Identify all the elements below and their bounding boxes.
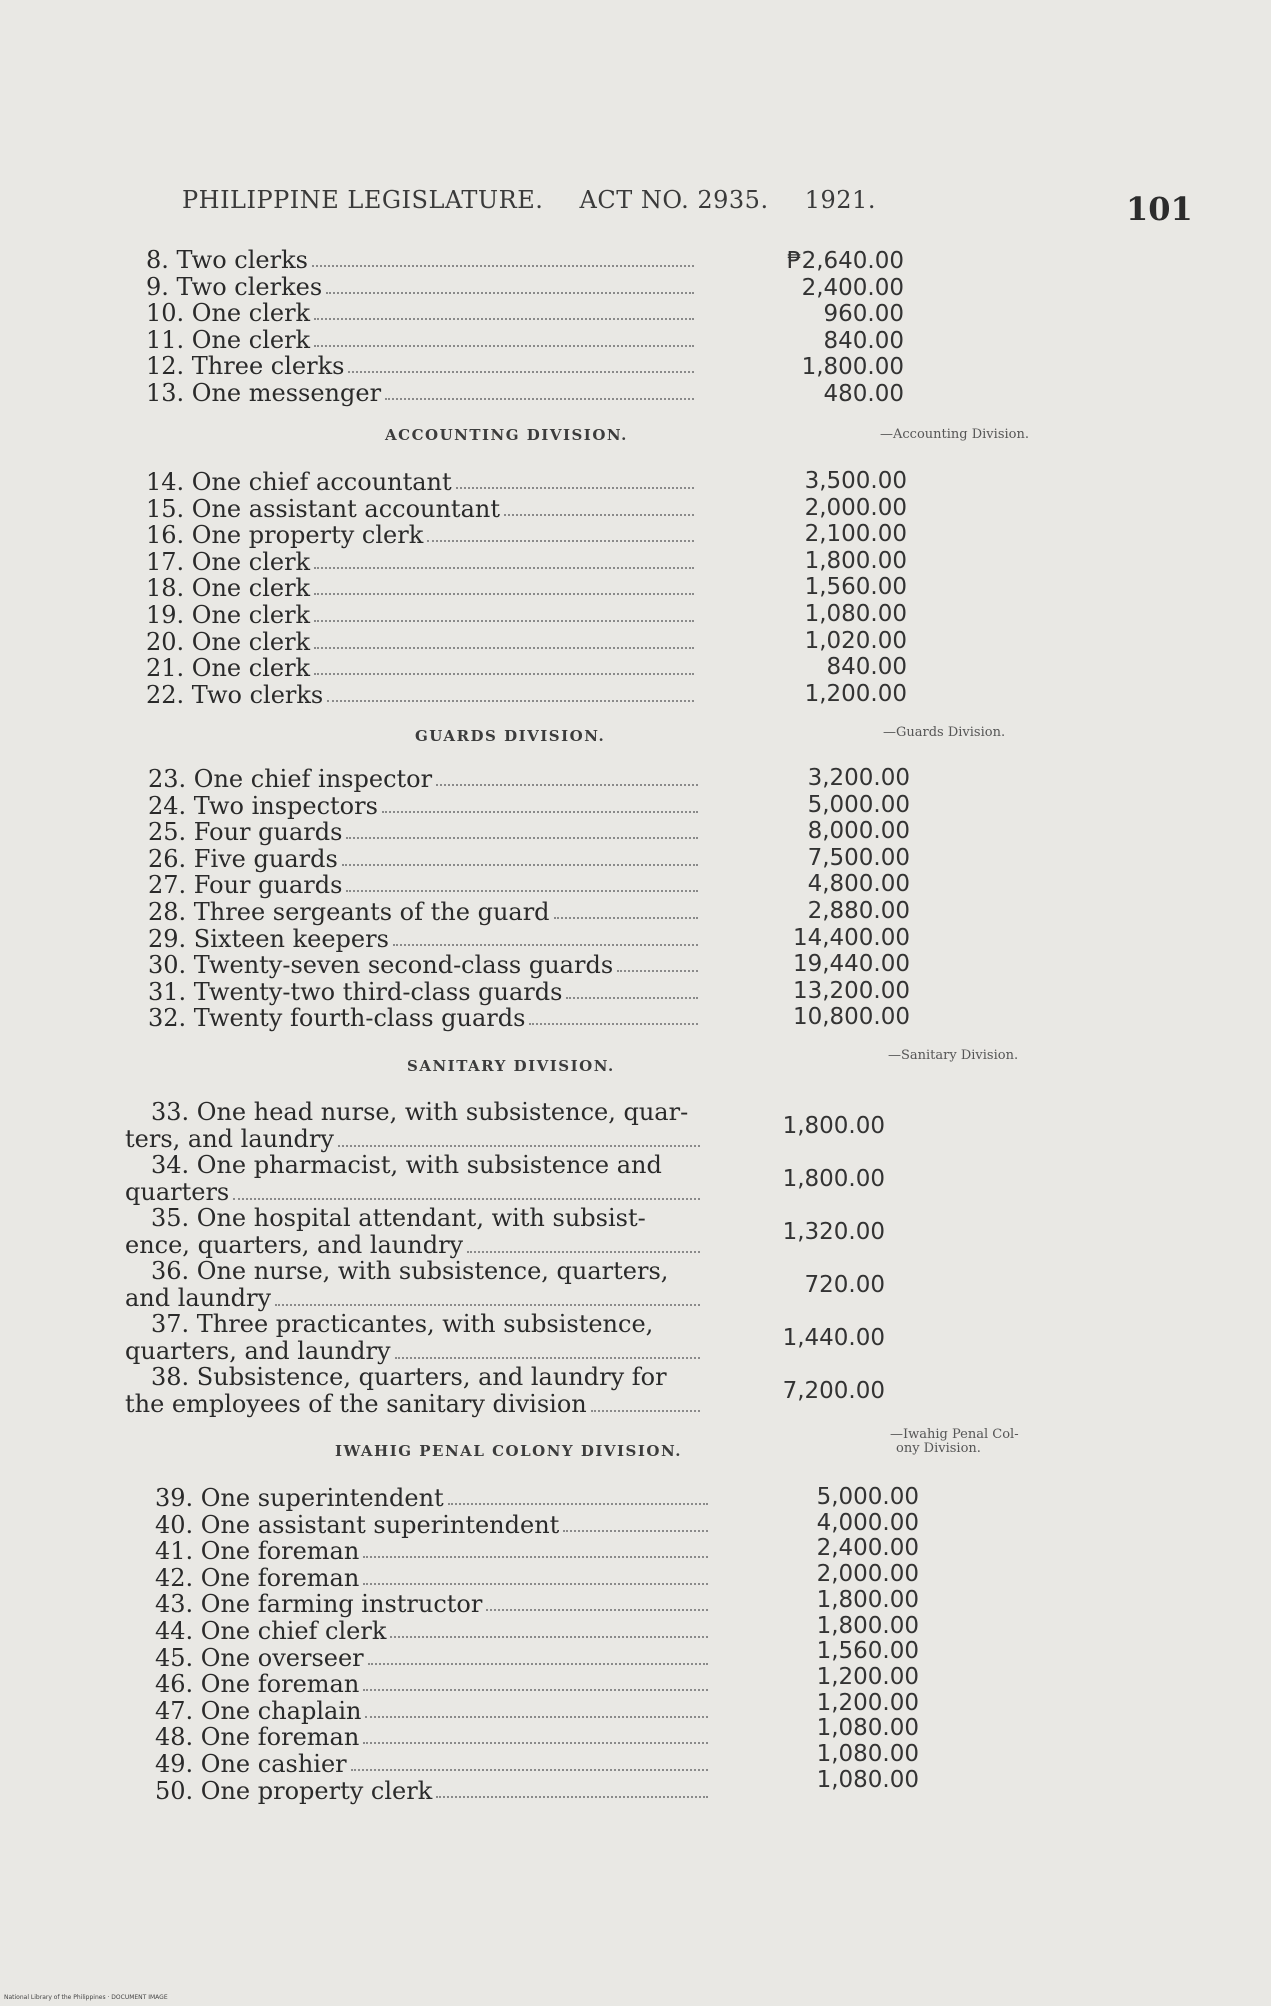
dotted-leader (395, 1357, 700, 1359)
line-item (125, 1205, 705, 1259)
line-item (146, 468, 1046, 495)
dotted-leader (436, 784, 698, 786)
item-label-line2-wrap (125, 1179, 700, 1206)
item-amount: 1,080.00 (816, 1766, 919, 1793)
item-label-text: 8. Two clerks (146, 246, 308, 274)
item-amount: 1,080.00 (816, 1715, 919, 1742)
item-label-text: 47. One chaplain (155, 1696, 362, 1725)
item-label-text: 48. One foreman (155, 1723, 360, 1752)
dotted-leader (554, 917, 698, 919)
line-item (146, 326, 1046, 353)
dotted-leader (363, 1742, 708, 1744)
item-amount: 8,000.00 (807, 818, 910, 845)
item-amount: 1,020.00 (804, 627, 907, 654)
line-item (146, 654, 1046, 681)
dotted-leader (504, 514, 694, 516)
item-label-text: 45. One overseer (155, 1643, 364, 1672)
item-amount: 1,560.00 (816, 1638, 919, 1665)
item-label (146, 468, 694, 496)
iwahig-sidenote-line1: —Iwahig Penal Col- (890, 1427, 1019, 1442)
line-item (148, 765, 1048, 792)
item-label (148, 898, 698, 926)
item-label (148, 978, 698, 1006)
item-label-text: 28. Three sergeants of the guard (148, 898, 550, 926)
item-label-line2: and laundry (125, 1284, 272, 1312)
item-amount: 480.00 (823, 381, 904, 407)
line-item (146, 379, 1046, 406)
item-label-text: 42. One foreman (155, 1563, 360, 1592)
item-label (155, 1750, 708, 1778)
footer-text: National Library of the Philippines · DOCUMENT IMAGE (4, 1994, 168, 2001)
dotted-leader (566, 997, 698, 999)
line-item (155, 1638, 1055, 1672)
dotted-leader (363, 1583, 708, 1585)
item-amount: 1,800.00 (816, 1586, 919, 1613)
item-label-line1: 37. Three practicantes, with subsistence, (151, 1310, 654, 1338)
item-label-text: 11. One clerk (146, 325, 311, 354)
item-label-line2: ters, and laundry (125, 1125, 334, 1153)
item-amount: 1,440.00 (782, 1325, 885, 1351)
item-label-text: 22. Two clerks (146, 680, 324, 709)
line-item (148, 925, 1048, 952)
line-item (155, 1511, 1055, 1538)
item-amount: 2,400.00 (801, 274, 904, 301)
line-item (125, 1311, 705, 1365)
item-label (155, 1564, 708, 1592)
dotted-leader (591, 1410, 700, 1412)
item-label-text: 21. One clerk (146, 654, 311, 683)
header-act: ACT NO. 2935. (579, 186, 769, 214)
item-label-line1: 34. One pharmacist, with subsistence and (151, 1151, 662, 1179)
dotted-leader (346, 890, 698, 892)
item-label (155, 1644, 708, 1672)
item-label (148, 925, 698, 953)
item-amount: 1,800.00 (801, 354, 904, 381)
line-item (146, 548, 1046, 575)
item-label-text: 14. One chief accountant (146, 468, 452, 496)
line-item (155, 1663, 1055, 1699)
dotted-leader (467, 1251, 700, 1253)
header-year: 1921. (804, 186, 876, 214)
item-label-text: 18. One clerk (146, 574, 311, 603)
item-amount: 1,200.00 (816, 1689, 919, 1716)
item-label-text: 49. One cashier (155, 1750, 347, 1778)
item-label (146, 654, 694, 682)
item-label (146, 299, 694, 327)
dotted-leader (326, 292, 694, 294)
item-amount: 1,080.00 (804, 601, 907, 627)
item-label (148, 792, 698, 820)
item-label (155, 1511, 708, 1539)
dotted-leader (617, 970, 698, 972)
dotted-leader (233, 1198, 700, 1200)
item-amount: 4,000.00 (816, 1509, 919, 1536)
dotted-leader (314, 647, 694, 649)
item-label-text: 40. One assistant superintendent (155, 1510, 560, 1539)
item-label-text: 24. Two inspectors (148, 791, 378, 820)
line-item (155, 1689, 1055, 1725)
dotted-leader (363, 1689, 708, 1691)
item-label (148, 765, 698, 793)
accounting-sidenote: —Accounting Division. (880, 427, 1029, 442)
dotted-leader (393, 944, 698, 946)
line-item (146, 681, 1046, 708)
item-amount: 1,800.00 (816, 1612, 919, 1639)
item-label-line2: the employees of the sanitary division (125, 1390, 587, 1418)
item-label (146, 574, 694, 602)
item-label (155, 1484, 708, 1512)
dotted-leader (348, 371, 694, 373)
line-item (148, 792, 1048, 819)
line-item (155, 1715, 1055, 1752)
line-item (155, 1612, 1055, 1645)
line-item (155, 1484, 1055, 1511)
line-item (148, 951, 1048, 978)
dotted-leader (351, 1769, 708, 1771)
item-label-text: 20. One clerk (146, 627, 311, 656)
item-amount: ₱2,640.00 (786, 248, 904, 274)
item-amount: 840.00 (823, 327, 904, 354)
dotted-leader (275, 1304, 700, 1306)
dotted-leader (365, 1716, 708, 1718)
line-item (146, 495, 1046, 522)
line-item (148, 1004, 1048, 1031)
guards-title: GUARDS DIVISION. (415, 727, 606, 745)
item-label (155, 1617, 708, 1645)
item-label-text: 17. One clerk (146, 547, 311, 576)
dotted-leader (314, 345, 694, 347)
dotted-leader (314, 673, 694, 675)
dotted-leader (312, 265, 694, 267)
page-number: 101 (1126, 190, 1193, 228)
iwahig-sidenote (890, 1428, 1090, 1456)
item-label-line2-wrap (125, 1391, 700, 1418)
item-label-line1: 33. One head nurse, with subsistence, quar- (151, 1098, 689, 1126)
item-label (148, 951, 698, 979)
item-amount: 1,200.00 (804, 680, 907, 707)
item-label-text: 32. Twenty fourth-class guards (148, 1004, 526, 1033)
item-amount: 14,400.00 (792, 924, 910, 951)
item-amount: 960.00 (823, 301, 904, 328)
dotted-leader (529, 1023, 698, 1025)
line-item (125, 1364, 705, 1418)
dotted-leader (390, 1636, 708, 1638)
item-label (146, 352, 694, 380)
item-label-text: 19. One clerk (146, 601, 311, 629)
line-item (148, 978, 1048, 1005)
item-label-text: 31. Twenty-two third-class guards (148, 977, 563, 1006)
item-amount: 7,500.00 (807, 844, 910, 871)
line-item (146, 628, 1046, 655)
line-item (155, 1766, 1055, 1805)
item-label-line2-wrap (125, 1126, 700, 1153)
line-item (148, 818, 1048, 845)
dotted-leader (314, 620, 694, 622)
dotted-leader (314, 567, 694, 569)
item-amount: 13,200.00 (792, 977, 910, 1004)
item-label (155, 1777, 708, 1805)
item-label-line2: ence, quarters, and laundry (125, 1231, 464, 1259)
item-label-text: 12. Three clerks (146, 352, 345, 381)
item-label-text: 44. One chief clerk (155, 1617, 387, 1645)
line-item (125, 1258, 705, 1312)
dotted-leader (385, 398, 694, 400)
dotted-leader (363, 1556, 708, 1558)
line-item (146, 273, 1046, 300)
item-label (146, 628, 694, 656)
header-title: PHILIPPINE LEGISLATURE. (182, 186, 544, 214)
item-amount: 2,000.00 (816, 1561, 919, 1588)
item-amount: 5,000.00 (816, 1484, 919, 1510)
item-amount: 1,800.00 (782, 1113, 885, 1139)
dotted-leader (448, 1503, 708, 1505)
dotted-leader (427, 540, 694, 542)
dotted-leader (456, 487, 694, 489)
item-amount: 1,320.00 (782, 1219, 885, 1245)
item-label (146, 379, 694, 407)
item-label (148, 818, 698, 846)
item-label (148, 1004, 698, 1032)
line-item (146, 601, 1046, 628)
item-label (146, 548, 694, 576)
dotted-leader (338, 1145, 700, 1147)
item-label (146, 681, 694, 709)
item-label (146, 246, 694, 274)
running-header (182, 186, 904, 214)
item-label-text: 43. One farming instructor (155, 1590, 483, 1619)
item-label-line2-wrap (125, 1285, 700, 1312)
item-label-text: 16. One property clerk (146, 521, 424, 550)
item-amount: 4,800.00 (807, 871, 910, 898)
item-label-text: 39. One superintendent (155, 1484, 444, 1512)
line-item (146, 352, 1046, 379)
item-label-text: 46. One foreman (155, 1670, 360, 1699)
item-label (155, 1723, 708, 1751)
line-item (148, 898, 1048, 925)
item-label-line1: 35. One hospital attendant, with subsist- (151, 1204, 646, 1232)
line-item (155, 1537, 1055, 1564)
item-label-line2-wrap (125, 1232, 700, 1259)
item-label-text: 26. Five guards (148, 844, 338, 873)
item-amount: 3,500.00 (804, 468, 907, 494)
item-amount: 1,560.00 (804, 574, 907, 601)
line-item (146, 574, 1046, 601)
item-label-text: 29. Sixteen keepers (148, 924, 389, 953)
item-label (148, 871, 698, 899)
dotted-leader (563, 1530, 708, 1532)
item-label-line1: 38. Subsistence, quarters, and laundry for (151, 1363, 667, 1391)
sanitary-sidenote: —Sanitary Division. (888, 1048, 1019, 1063)
item-label-line2-wrap (125, 1338, 700, 1365)
item-label (146, 601, 694, 629)
line-item (146, 521, 1046, 548)
item-amount: 3,200.00 (807, 765, 910, 791)
line-item (148, 845, 1048, 872)
item-label-line1: 36. One nurse, with subsistence, quarters, (151, 1257, 669, 1285)
accounting-title: ACCOUNTING DIVISION. (385, 426, 628, 444)
dotted-leader (314, 318, 694, 320)
item-label-text: 27. Four guards (148, 871, 343, 900)
item-amount: 19,440.00 (792, 951, 910, 978)
item-label (155, 1537, 708, 1565)
line-item (146, 246, 1046, 273)
item-label (146, 521, 694, 549)
line-item (155, 1561, 1055, 1592)
line-item (125, 1152, 705, 1206)
item-amount: 2,100.00 (804, 521, 907, 548)
item-amount: 2,000.00 (804, 494, 907, 521)
item-amount: 2,880.00 (807, 898, 910, 924)
item-amount: 1,800.00 (804, 547, 907, 574)
dotted-leader (436, 1796, 708, 1798)
item-label (146, 273, 694, 301)
item-label (146, 495, 694, 523)
item-label-text: 25. Four guards (148, 818, 343, 847)
line-item (148, 871, 1048, 898)
sanitary-title: SANITARY DIVISION. (407, 1057, 615, 1075)
dotted-leader (486, 1609, 708, 1611)
item-label (155, 1697, 708, 1725)
line-item (155, 1741, 1055, 1778)
dotted-leader (342, 864, 698, 866)
item-amount: 7,200.00 (782, 1378, 885, 1404)
item-label (148, 845, 698, 873)
item-label (155, 1670, 708, 1698)
iwahig-sidenote-line2: ony Division. (896, 1441, 981, 1456)
line-item (125, 1099, 705, 1153)
item-label-text: 50. One property clerk (155, 1776, 433, 1805)
dotted-leader (346, 837, 698, 839)
item-amount: 10,800.00 (792, 1004, 910, 1031)
item-amount: 840.00 (826, 654, 907, 681)
item-label-text: 41. One foreman (155, 1537, 360, 1566)
dotted-leader (314, 593, 694, 595)
item-label-line2: quarters (125, 1178, 230, 1206)
line-item (146, 299, 1046, 326)
item-label-text: 13. One messenger (146, 379, 382, 407)
item-amount: 1,080.00 (816, 1741, 919, 1767)
item-amount: 720.00 (804, 1272, 885, 1298)
item-amount: 1,200.00 (816, 1663, 919, 1690)
item-label-text: 30. Twenty-seven second-class guards (148, 951, 614, 980)
item-label-text: 15. One assistant accountant (146, 494, 500, 523)
dotted-leader (368, 1663, 708, 1665)
item-amount: 1,800.00 (782, 1166, 885, 1192)
guards-sidenote: —Guards Division. (883, 725, 1006, 740)
dotted-leader (327, 700, 694, 702)
item-amount: 5,000.00 (807, 791, 910, 818)
item-amount: 2,400.00 (816, 1535, 919, 1562)
iwahig-title: IWAHIG PENAL COLONY DIVISION. (335, 1442, 682, 1460)
item-label (155, 1590, 708, 1618)
item-label (146, 326, 694, 354)
item-label-text: 9. Two clerkes (146, 272, 323, 301)
item-label-line2: quarters, and laundry (125, 1337, 391, 1365)
item-label-text: 23. One chief inspector (148, 765, 433, 793)
item-label-text: 10. One clerk (146, 299, 311, 328)
line-item (155, 1586, 1055, 1619)
dotted-leader (382, 811, 698, 813)
